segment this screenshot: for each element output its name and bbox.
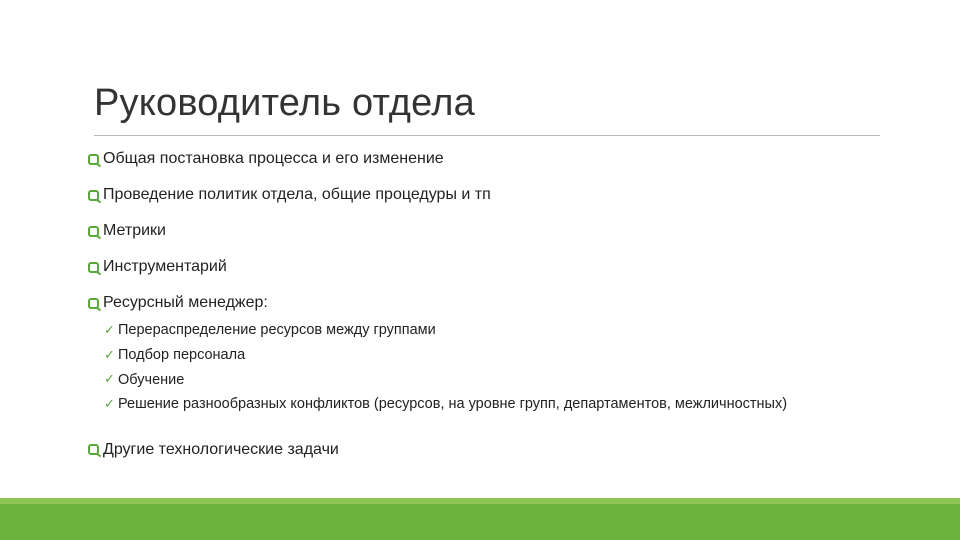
slide-title: Руководитель отдела (94, 82, 475, 124)
square-checkbox-bullet-icon (88, 226, 99, 237)
bullet-text: Другие технологические задачи (103, 440, 339, 458)
bullet-list (88, 148, 888, 461)
bullet-text: Ресурсный менеджер: (103, 294, 268, 311)
sub-bullet-text: Обучение (118, 371, 185, 388)
bullet-item (88, 439, 888, 461)
sub-bullet-text: Подбор персонала (118, 347, 246, 364)
checkmark-icon: ✓ (104, 322, 115, 338)
footer-accent-bar (0, 498, 960, 540)
square-checkbox-bullet-icon (88, 154, 99, 165)
bullet-text: Общая постановка процесса и его изменение (103, 150, 444, 167)
sub-bullet-item (104, 367, 888, 392)
bullet-text: Инструментарий (103, 258, 227, 275)
checkmark-icon: ✓ (104, 372, 115, 388)
sub-bullet-item (104, 343, 888, 368)
bullet-item (88, 292, 888, 314)
square-checkbox-bullet-icon (88, 298, 99, 309)
bullet-text: Метрики (103, 222, 166, 239)
sub-bullet-text: Решение разнообразных конфликтов (ресурсов, на уровне групп, департаментов, межличностных) (118, 396, 788, 413)
square-checkbox-bullet-icon (88, 262, 99, 273)
sub-bullet-item (104, 392, 888, 417)
bullet-group-resource-manager (88, 292, 888, 417)
bullet-item (88, 184, 888, 206)
sub-bullet-list (88, 318, 888, 417)
title-divider (94, 135, 880, 136)
checkmark-icon: ✓ (104, 396, 115, 412)
bullet-item (88, 256, 888, 278)
checkmark-icon: ✓ (104, 347, 115, 363)
bullet-text: Проведение политик отдела, общие процедуры и тп (103, 186, 491, 203)
sub-bullet-item (104, 318, 888, 343)
footer-accent-highlight (0, 498, 960, 504)
bullet-item (88, 148, 888, 170)
bullet-item (88, 220, 888, 242)
square-checkbox-bullet-icon (88, 444, 99, 455)
square-checkbox-bullet-icon (88, 190, 99, 201)
sub-bullet-text: Перераспределение ресурсов между группами (118, 322, 436, 339)
